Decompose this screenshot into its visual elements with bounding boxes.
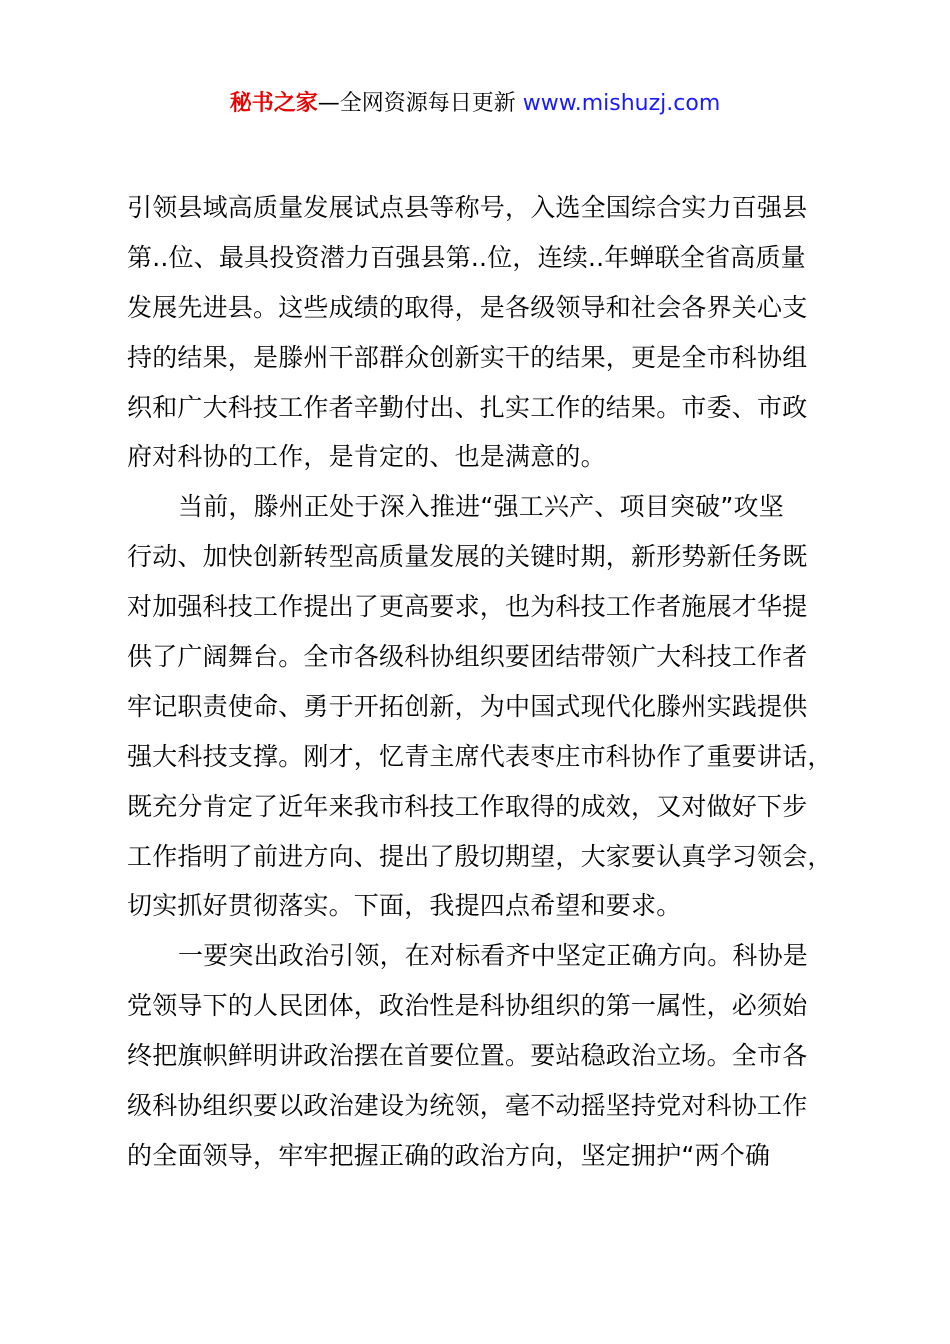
brand-name: 秘书之家 [229, 91, 318, 116]
text-line: 织和广大科技工作者辛勤付出、扎实工作的结果。市委、市政 [127, 392, 808, 422]
text-line: 的全面领导，牢牢把握正确的政治方向，坚定拥护“两个确 [127, 1140, 771, 1170]
text-line: 发展先进县。这些成绩的取得，是各级领导和社会各界关心支 [127, 292, 808, 322]
text-line: 切实抓好贯彻落实。下面，我提四点希望和要求。 [127, 891, 682, 921]
text-line: 引领县域高质量发展试点县等称号，入选全国综合实力百强县 [127, 193, 808, 222]
text-line: 工作指明了前进方向、提出了殷切期望，大家要认真学习领会， [127, 841, 833, 871]
text-line: 对加强科技工作提出了更高要求，也为科技工作者施展才华提 [127, 592, 808, 622]
text-line: 终把旗帜鲜明讲政治摆在首要位置。要站稳政治立场。全市各 [127, 1041, 808, 1071]
text-line: 当前，滕州正处于深入推进“强工兴产、项目突破”攻坚 [178, 492, 784, 522]
text-line: 党领导下的人民团体，政治性是科协组织的第一属性，必须始 [127, 991, 808, 1021]
text-line: 级科协组织要以政治建设为统领，毫不动摇坚持党对科协工作 [127, 1091, 808, 1121]
header-tagline: —全网资源每日更新 [317, 91, 523, 116]
text-line: 行动、加快创新转型高质量发展的关键时期，新形势新任务既 [127, 542, 808, 572]
text-line: 第..位、最具投资潜力百强县第..位，连续..年蝉联全省高质量 [127, 242, 806, 272]
text-line: 供了广阔舞台。全市各级科协组织要团结带领广大科技工作者 [127, 642, 808, 672]
text-line: 牢记职责使命、勇于开拓创新，为中国式现代化滕州实践提供 [127, 691, 808, 721]
text-line: 强大科技支撑。刚才，忆青主席代表枣庄市科协作了重要讲话， [127, 741, 833, 771]
site-header [0, 88, 950, 120]
document-body [127, 183, 847, 1181]
website-url: www.mishuzj.com [522, 91, 721, 116]
text-line: 持的结果，是滕州干部群众创新实干的结果，更是全市科协组 [127, 342, 808, 372]
text-line: 既充分肯定了近年来我市科技工作取得的成效，又对做好下步 [127, 791, 808, 821]
text-line: 府对科协的工作，是肯定的、也是满意的。 [127, 442, 606, 472]
text-line: 一要突出政治引领，在对标看齐中坚定正确方向。科协是 [178, 941, 809, 971]
